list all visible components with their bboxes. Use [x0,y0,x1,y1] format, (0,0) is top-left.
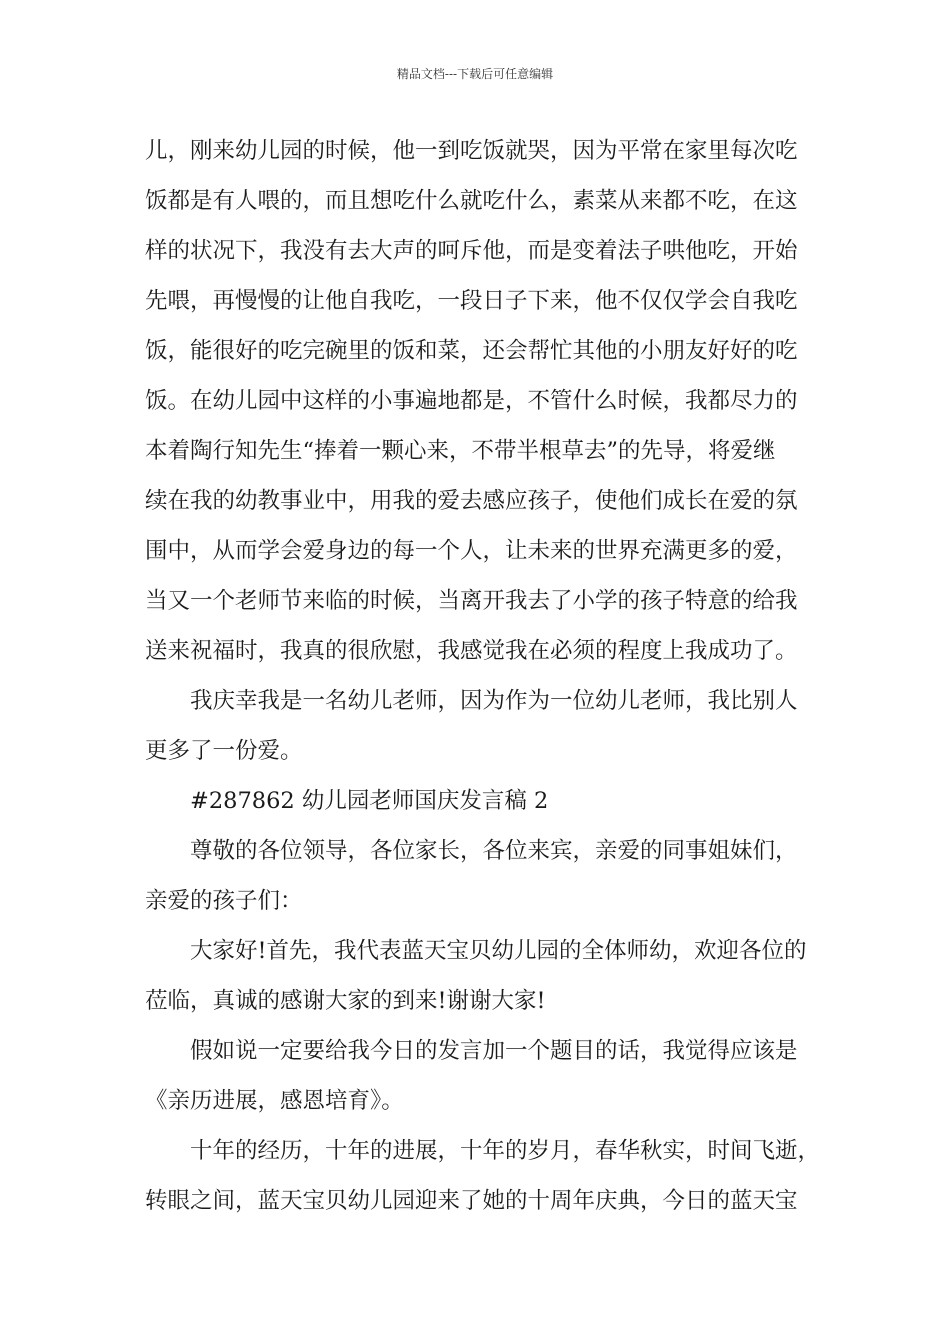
paragraph-first-line: 我庆幸我是一名幼儿老师，因为作为一位幼儿老师，我比别人 [190,688,798,714]
paragraph-first-line: 十年的经历，十年的进展，十年的岁月，春华秋实，时间飞逝， [190,1138,821,1164]
paragraph-first-line: 尊敬的各位领导，各位家长，各位来宾，亲爱的同事姐妹们， [190,838,798,864]
text-line: 送来祝福时，我真的很欣慰，我感觉我在必须的程度上我成功了。 [145,638,798,664]
text-line: 当又一个老师节来临的时候，当离开我去了小学的孩子特意的给我 [145,588,798,614]
text-line: 饭都是有人喂的，而且想吃什么就吃什么，素菜从来都不吃，在这 [145,188,798,214]
text-line: 样的状况下，我没有去大声的呵斥他，而是变着法子哄他吃，开始 [145,238,798,264]
section-heading: #287862 幼儿园老师国庆发言稿 2 [190,788,549,814]
text-line: 儿，刚来幼儿园的时候，他一到吃饭就哭，因为平常在家里每次吃 [145,138,798,164]
text-line: 本着陶行知先生“捧着一颗心来，不带半根草去”的先导，将爱继 [145,438,776,464]
text-line: 《亲历进展，感恩培育》。 [145,1088,404,1114]
text-line: 饭。在幼儿园中这样的小事遍地都是，不管什么时候，我都尽力的 [145,388,798,414]
paragraph-first-line: 大家好!首先，我代表蓝天宝贝幼儿园的全体师幼，欢迎各位的 [190,938,807,964]
text-line: 转眼之间，蓝天宝贝幼儿园迎来了她的十周年庆典，今日的蓝天宝 [145,1188,798,1214]
page-header: 精品文档---下载后可任意编辑 [396,67,554,81]
text-line: 续在我的幼教事业中，用我的爱去感应孩子，使他们成长在爱的氛 [145,488,798,514]
text-line: 更多了一份爱。 [145,738,303,764]
text-line: 先喂，再慢慢的让他自我吃，一段日子下来，他不仅仅学会自我吃 [145,288,798,314]
text-line: 莅临，真诚的感谢大家的到来!谢谢大家! [145,988,546,1014]
paragraph-first-line: 假如说一定要给我今日的发言加一个题目的话，我觉得应该是 [190,1038,798,1064]
text-line: 围中，从而学会爱身边的每一个人，让未来的世界充满更多的爱， [145,538,798,564]
text-line: 亲爱的孩子们： [145,888,303,914]
document-body [145,126,825,1226]
text-line: 饭，能很好的吃完碗里的饭和菜，还会帮忙其他的小朋友好好的吃 [145,338,798,364]
